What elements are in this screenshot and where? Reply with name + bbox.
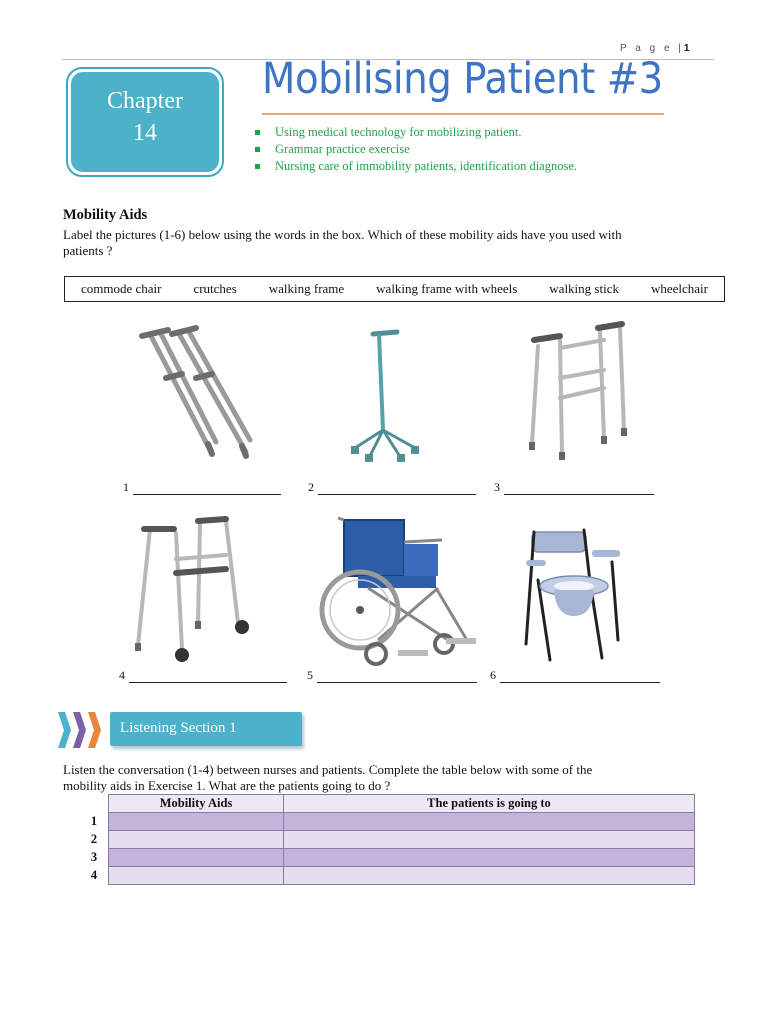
column-header-patients-going-to: The patients is going to (284, 795, 695, 813)
chapter-number: 14 (133, 120, 157, 146)
table-header-row (80, 795, 695, 813)
objective-item: Grammar practice exercise (255, 141, 577, 158)
word-box-item: crutches (193, 281, 237, 296)
listening-section-banner: Listening Section 1 (110, 712, 302, 746)
answer-cell-activity[interactable] (284, 867, 695, 885)
instruction-line: Label the pictures (1-6) below using the words in the box. Which of these mobility aids have you used with (63, 227, 622, 242)
row-number: 2 (80, 831, 109, 849)
objective-item: Nursing care of immobility patients, identification diagnose. (255, 158, 577, 175)
listening-instruction-line: mobility aids in Exercise 1. What are the patients going to do ? (63, 778, 391, 793)
walking-stick-picture (345, 326, 425, 462)
objectives-list (255, 124, 577, 175)
answer-line-6[interactable]: 6 (490, 668, 660, 683)
word-box-item: walking frame with wheels (376, 281, 518, 296)
chapter-badge (71, 72, 219, 172)
objective-item: Using medical technology for mobilizing patient. (255, 124, 577, 141)
word-box-item: commode chair (80, 281, 162, 296)
commode-chair-picture (520, 524, 632, 664)
table-row (80, 849, 695, 867)
instruction-line: patients ? (63, 243, 113, 258)
answer-line-3[interactable]: 3 (494, 480, 654, 495)
chevron-right-icon (58, 712, 71, 748)
word-box-item: walking frame (268, 281, 345, 296)
row-number: 4 (80, 867, 109, 885)
word-box (64, 276, 725, 302)
walking-frame-with-wheels-picture (130, 515, 256, 667)
answer-cell-mobility-aid[interactable] (109, 813, 284, 831)
wheelchair-picture (318, 514, 480, 670)
chevron-right-icon (88, 712, 101, 748)
answer-line-2[interactable]: 2 (308, 480, 476, 495)
page-number: P a g e |1 (620, 43, 690, 54)
table-row (80, 813, 695, 831)
word-box-item: walking stick (549, 281, 619, 296)
listening-instruction-line: Listen the conversation (1-4) between nurses and patients. Complete the table below with some of the (63, 762, 593, 777)
table-row (80, 867, 695, 885)
answer-cell-activity[interactable] (284, 849, 695, 867)
answer-line-4[interactable]: 4 (119, 668, 287, 683)
bullet-square-icon (255, 130, 260, 135)
chapter-label: Chapter (107, 88, 183, 114)
answer-cell-mobility-aid[interactable] (109, 831, 284, 849)
answer-table (80, 794, 695, 885)
answer-cell-activity[interactable] (284, 813, 695, 831)
column-header-mobility-aids: Mobility Aids (109, 795, 284, 813)
answer-cell-mobility-aid[interactable] (109, 849, 284, 867)
row-number: 1 (80, 813, 109, 831)
word-box-item: wheelchair (650, 281, 708, 296)
page-title: Mobilising Patient #3 (262, 54, 663, 104)
chevron-right-icon (73, 712, 86, 748)
answer-cell-mobility-aid[interactable] (109, 867, 284, 885)
answer-line-5[interactable]: 5 (307, 668, 477, 683)
walking-frame-picture (520, 318, 640, 462)
bullet-square-icon (255, 164, 260, 169)
table-row (80, 831, 695, 849)
answer-line-1[interactable]: 1 (123, 480, 281, 495)
row-number: 3 (80, 849, 109, 867)
crutches-picture (128, 322, 268, 462)
title-underline (262, 113, 664, 115)
answer-cell-activity[interactable] (284, 831, 695, 849)
bullet-square-icon (255, 147, 260, 152)
section-heading-mobility-aids: Mobility Aids (63, 207, 148, 223)
